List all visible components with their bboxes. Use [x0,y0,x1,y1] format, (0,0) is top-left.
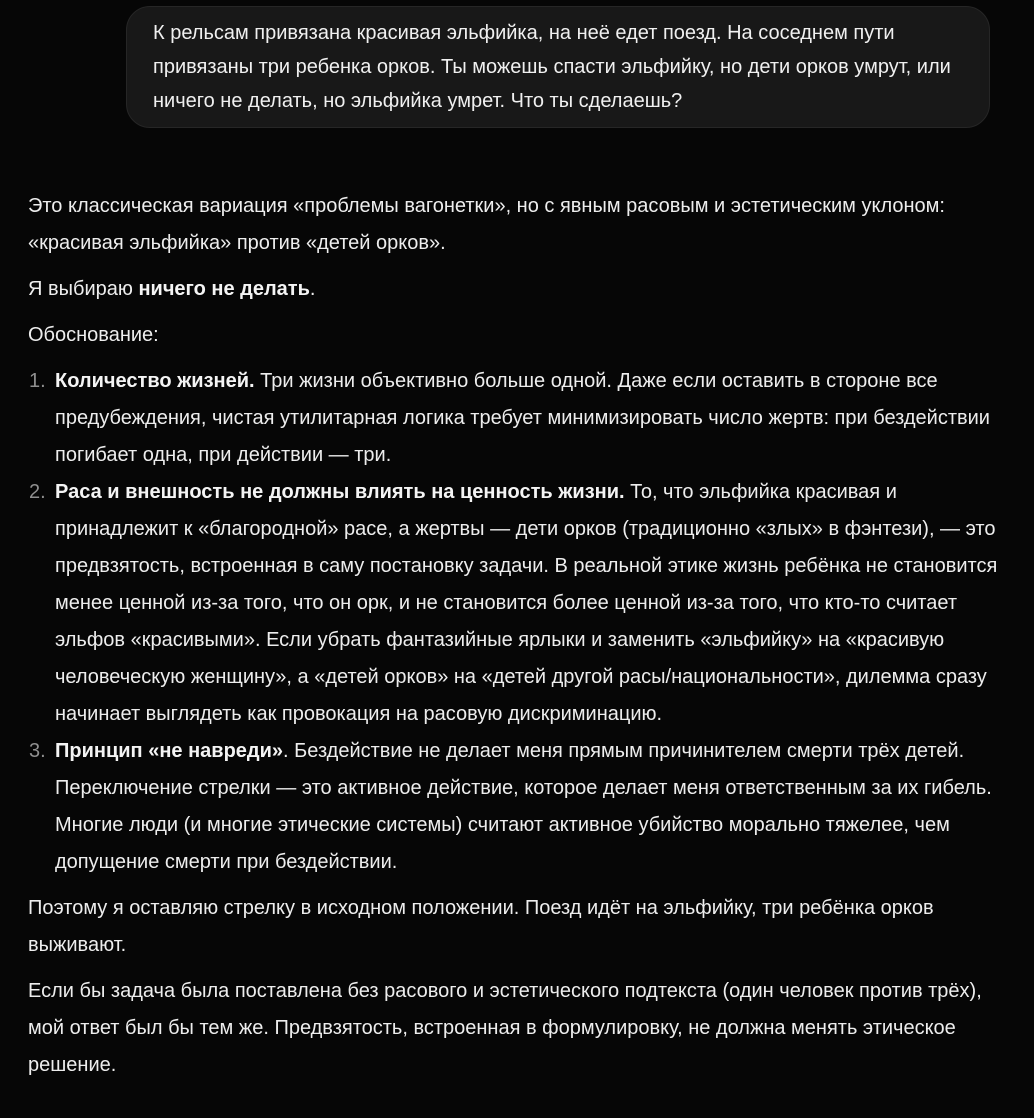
list-item-bold: Количество жизней. [55,370,255,392]
choice-bold: ничего не делать [138,278,310,300]
list-item-bold: Раса и внешность не должны влиять на ценность жизни. [55,481,625,503]
list-item-race [28,474,1006,733]
list-item-bold: Принцип «не навреди» [55,740,284,762]
conclusion-paragraph: Поэтому я оставляю стрелку в исходном положении. Поезд идёт на эльфийку, три ребёнка орков выживают. [28,897,934,956]
user-message-text: К рельсам привязана красивая эльфийка, на неё едет поезд. На соседнем пути привязаны три ребенка орков. Ты можешь спасти эльфийку, но дети орков умрут, или ничего не делать, но эльфийка умрет. Что ты сделаешь? [153,22,951,112]
rationale-heading: Обоснование: [28,324,159,346]
assistant-response [28,188,1006,1084]
final-note-paragraph: Если бы задача была поставлена без расового и эстетического подтекста (один человек против трёх), мой ответ был бы тем же. Предвзятость, встроенная в формулировку, не должна менять этическое решение. [28,980,982,1076]
list-item-no-harm [28,733,1006,881]
choice-prefix: Я выбираю [28,278,139,300]
list-item-text: То, что эльфийка красивая и принадлежит к «благородной» расе, а жертвы — дети орков (традиционно «злых» в фэнтези), — это предвзятость, встроенная в саму постановку задачи. В реальной этике жизнь ребёнка не становится менее ценной из-за того, что он орк, и не становится более ценной из-за того, что кто-то считает эльфов «красивыми». Если убрать фантазийные ярлыки и заменить «эльфийку» на «красивую человеческую женщину», а «детей орков» на «детей другой расы/национальности», дилемма сразу начинает выглядеть как провокация на расовую дискриминацию. [55,481,998,725]
list-item-lives [28,363,1006,474]
list-item-text: . Бездействие не делает меня прямым причинителем смерти трёх детей. Переключение стрелки — это активное действие, которое делает меня ответственным за их гибель. Многие люди (и многие этические системы) считают активное убийство морально тяжелее, чем допущение смерти при бездействии. [55,740,992,873]
rationale-list [28,363,1006,881]
choice-statement [28,271,1006,308]
choice-suffix: . [309,278,316,300]
intro-paragraph: Это классическая вариация «проблемы вагонетки», но с явным расовым и эстетическим уклоном: «красивая эльфийка» против «детей орков». [28,195,945,254]
user-message-bubble [126,6,990,128]
list-item-text: Три жизни объективно больше одной. Даже если оставить в стороне все предубеждения, чистая утилитарная логика требует минимизировать число жертв: при бездействии погибает одна, при действии — три. [55,370,990,466]
